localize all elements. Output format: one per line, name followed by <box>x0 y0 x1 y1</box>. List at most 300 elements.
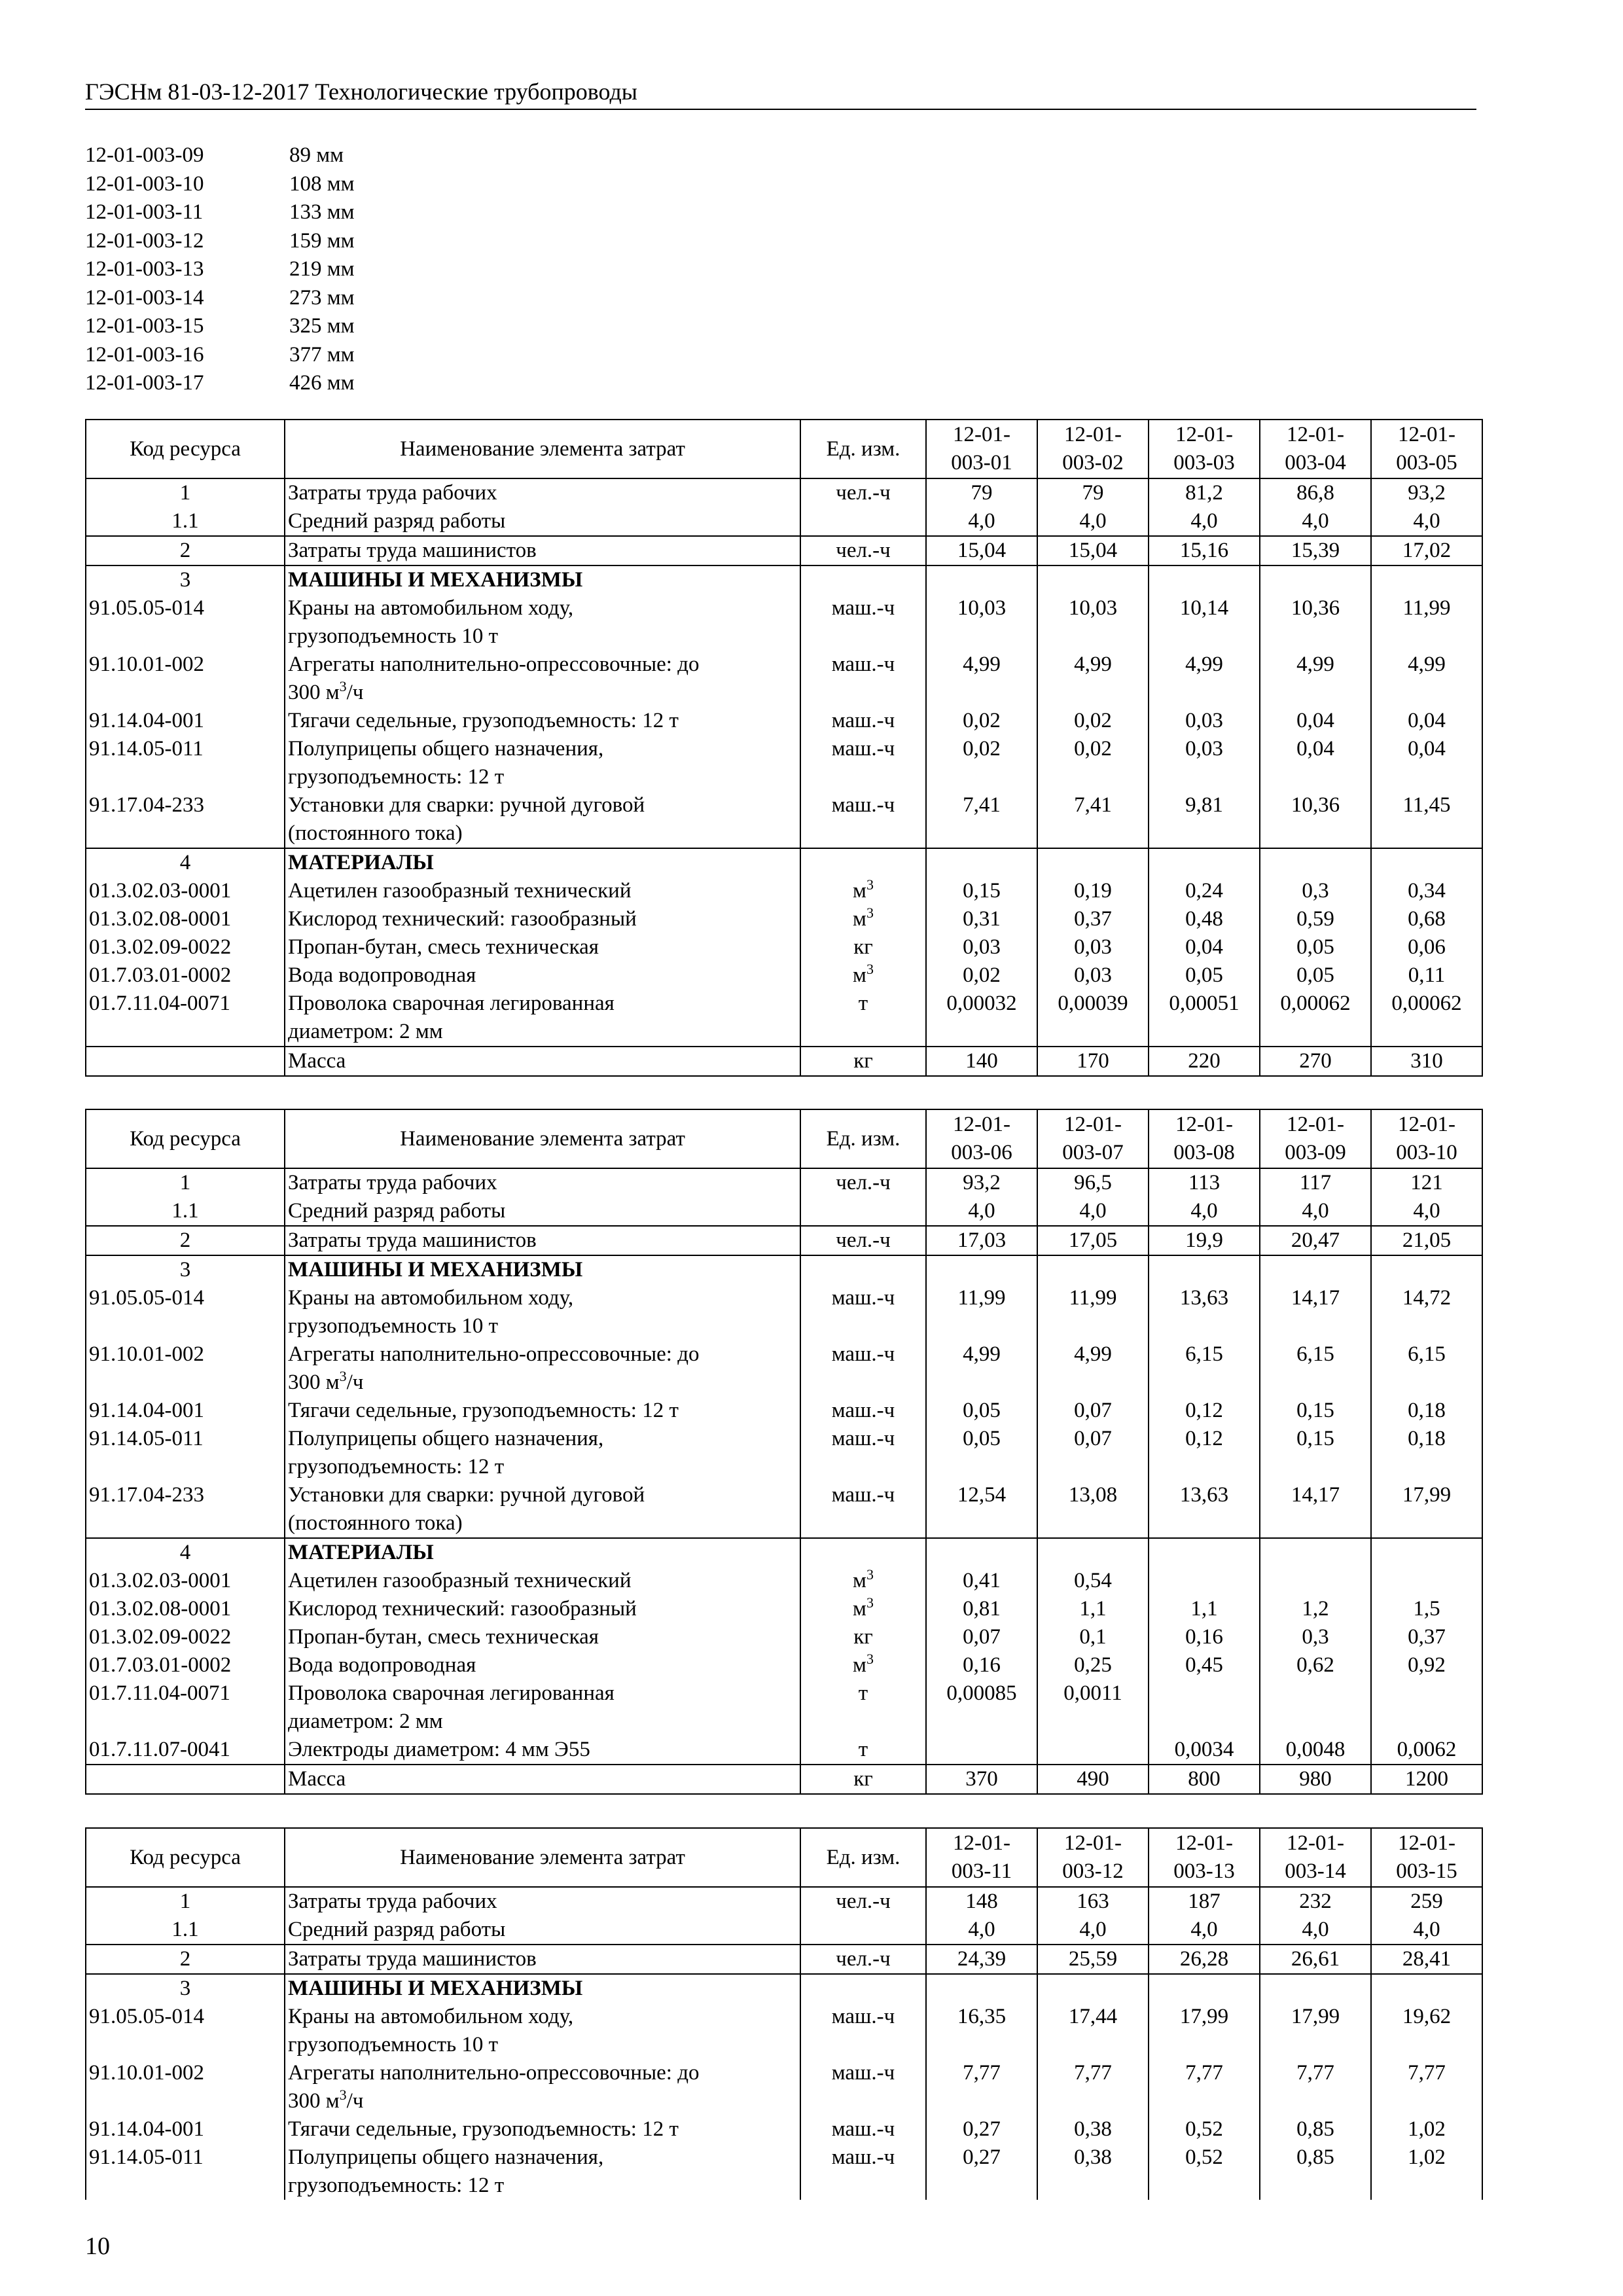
header-norm-code: 12-01- 003-05 <box>1371 420 1482 478</box>
header-norm-code: 12-01- 003-08 <box>1149 1109 1260 1168</box>
cell-value: 310 <box>1371 1047 1482 1076</box>
cell-value <box>926 565 1037 594</box>
cell-value: 0,04 <box>1371 707 1482 735</box>
cell-value <box>1260 1255 1371 1284</box>
cell-value: 220 <box>1149 1047 1260 1076</box>
code-list-row <box>85 255 355 284</box>
cell-value: 4,99 <box>926 651 1037 707</box>
header-name: Наименование элемента затрат <box>285 1828 800 1887</box>
cell-name: Затраты труда рабочих <box>285 1887 800 1916</box>
table-row <box>86 933 1482 961</box>
cell-value: 0,04 <box>1260 707 1371 735</box>
cell-unit: чел.-ч <box>800 1945 926 1974</box>
cell-value: 0,37 <box>1037 905 1149 933</box>
cell-name: Проволока сварочная легированная диаметром: 2 мм <box>285 990 800 1047</box>
cell-value: 187 <box>1149 1887 1260 1916</box>
cell-value: 17,99 <box>1149 2003 1260 2059</box>
cell-value: 4,99 <box>1149 651 1260 707</box>
cell-value: 21,05 <box>1371 1226 1482 1255</box>
cell-name: МАТЕРИАЛЫ <box>285 848 800 877</box>
code-list-code: 12-01-003-12 <box>85 228 204 253</box>
table-row <box>86 1567 1482 1595</box>
cell-code: 01.3.02.09-0022 <box>86 933 285 961</box>
cell-code: 1 <box>86 1887 285 1916</box>
table-row <box>86 1974 1482 2003</box>
cell-value: 800 <box>1149 1765 1260 1794</box>
cell-value: 0,68 <box>1371 905 1482 933</box>
code-list-size: 273 мм <box>289 285 355 310</box>
cell-value <box>1037 1255 1149 1284</box>
code-list-row <box>85 284 355 313</box>
cell-unit <box>800 507 926 536</box>
cell-value: 121 <box>1371 1168 1482 1197</box>
cell-code: 91.17.04-233 <box>86 1481 285 1538</box>
table-row <box>86 507 1482 536</box>
cell-unit: т <box>800 1736 926 1765</box>
cell-value <box>926 1974 1037 2003</box>
cell-value: 25,59 <box>1037 1945 1149 1974</box>
table-row <box>86 1945 1482 1974</box>
cell-name: Агрегаты наполнительно-опрессовочные: до 300 $м^3/ч$ <box>285 2059 800 2115</box>
cell-code: 4 <box>86 848 285 877</box>
cell-value: 17,44 <box>1037 2003 1149 2059</box>
cell-value: 13,08 <box>1037 1481 1149 1538</box>
cell-unit: $м^3$ <box>800 877 926 905</box>
cell-unit: кг <box>800 1047 926 1076</box>
code-list-code: 12-01-003-11 <box>85 200 204 224</box>
cell-code: 91.10.01-002 <box>86 1340 285 1397</box>
cell-unit: т <box>800 990 926 1047</box>
cell-value: 0,59 <box>1260 905 1371 933</box>
cell-value: 4,99 <box>1037 1340 1149 1397</box>
table-row <box>86 877 1482 905</box>
cell-value: 0,12 <box>1149 1397 1260 1425</box>
cell-value: 0,05 <box>926 1397 1037 1425</box>
cell-code: 3 <box>86 1974 285 2003</box>
cell-code: 2 <box>86 1226 285 1255</box>
cell-code: 01.7.11.07-0041 <box>86 1736 285 1765</box>
cell-value: 17,99 <box>1260 2003 1371 2059</box>
cell-name: Установки для сварки: ручной дуговой (постоянного тока) <box>285 791 800 848</box>
cell-value: 0,45 <box>1149 1651 1260 1679</box>
page-header <box>85 77 1476 110</box>
cell-name: Средний разряд работы <box>285 1916 800 1945</box>
cell-value <box>1260 1974 1371 2003</box>
cell-value: 980 <box>1260 1765 1371 1794</box>
cell-value: 7,77 <box>926 2059 1037 2115</box>
cell-name: Тягачи седельные, грузоподъемность: 12 т <box>285 707 800 735</box>
cell-value: 4,0 <box>1037 507 1149 536</box>
cell-code: 91.14.05-011 <box>86 735 285 791</box>
cell-name: Краны на автомобильном ходу, грузоподъемность 10 т <box>285 1284 800 1340</box>
table-row <box>86 1651 1482 1679</box>
cell-code: 01.3.02.03-0001 <box>86 877 285 905</box>
table-row <box>86 1679 1482 1736</box>
cell-value: 0,18 <box>1371 1425 1482 1481</box>
cell-unit <box>800 1916 926 1945</box>
table-row <box>86 1340 1482 1397</box>
cell-value: 0,12 <box>1149 1425 1260 1481</box>
cell-unit: маш.-ч <box>800 1397 926 1425</box>
cell-value: 0,05 <box>1149 961 1260 990</box>
code-list-row <box>85 227 355 256</box>
cell-unit: маш.-ч <box>800 1481 926 1538</box>
cell-value: 1,02 <box>1371 2144 1482 2200</box>
cell-code: 1 <box>86 1168 285 1197</box>
cell-value: 86,8 <box>1260 478 1371 507</box>
cell-unit: маш.-ч <box>800 2003 926 2059</box>
cell-unit: чел.-ч <box>800 1226 926 1255</box>
cell-value: 10,03 <box>1037 594 1149 651</box>
cell-value: 96,5 <box>1037 1168 1149 1197</box>
table-row <box>86 905 1482 933</box>
table-row <box>86 651 1482 707</box>
cell-value: 4,0 <box>1260 507 1371 536</box>
cell-value: 11,99 <box>1037 1284 1149 1340</box>
cell-value <box>1149 1974 1260 2003</box>
cell-code: 91.10.01-002 <box>86 651 285 707</box>
cell-unit <box>800 1255 926 1284</box>
cell-value: 0,34 <box>1371 877 1482 905</box>
cell-value: 79 <box>1037 478 1149 507</box>
cell-value: 232 <box>1260 1887 1371 1916</box>
cell-code: 91.14.04-001 <box>86 707 285 735</box>
cell-name: Полуприцепы общего назначения, грузоподъемность: 12 т <box>285 1425 800 1481</box>
cell-value: 4,99 <box>1037 651 1149 707</box>
cell-value: 24,39 <box>926 1945 1037 1974</box>
cell-name: Кислород технический: газообразный <box>285 905 800 933</box>
cell-value: 4,0 <box>1037 1916 1149 1945</box>
cell-unit: чел.-ч <box>800 1887 926 1916</box>
cell-value: 11,99 <box>1371 594 1482 651</box>
cell-unit: $м^3$ <box>800 905 926 933</box>
cell-code: 91.14.05-011 <box>86 1425 285 1481</box>
cell-value: 7,41 <box>926 791 1037 848</box>
code-list-code: 12-01-003-13 <box>85 257 204 281</box>
norm-table-3 <box>85 1827 1483 2200</box>
header-norm-code: 12-01- 003-07 <box>1037 1109 1149 1168</box>
cell-value: 0,00085 <box>926 1679 1037 1736</box>
header-norm-code: 12-01- 003-06 <box>926 1109 1037 1168</box>
cell-value <box>1037 1736 1149 1765</box>
cell-unit: маш.-ч <box>800 2115 926 2144</box>
header-name: Наименование элемента затрат <box>285 420 800 478</box>
cell-value <box>926 1538 1037 1567</box>
cell-value <box>1149 1255 1260 1284</box>
cell-value: 113 <box>1149 1168 1260 1197</box>
table-row <box>86 1047 1482 1076</box>
cell-value: 79 <box>926 478 1037 507</box>
cell-value: 7,77 <box>1037 2059 1149 2115</box>
table-row <box>86 990 1482 1047</box>
cell-value <box>1149 1679 1260 1736</box>
cell-value: 0,02 <box>1037 707 1149 735</box>
cell-value: 4,0 <box>1260 1197 1371 1226</box>
cell-value: 0,27 <box>926 2144 1037 2200</box>
cell-code: 3 <box>86 565 285 594</box>
code-list-code: 12-01-003-10 <box>85 171 204 196</box>
cell-value: 148 <box>926 1887 1037 1916</box>
cell-value: 17,03 <box>926 1226 1037 1255</box>
cell-value: 16,35 <box>926 2003 1037 2059</box>
cell-name: Затраты труда рабочих <box>285 478 800 507</box>
cell-value <box>1037 848 1149 877</box>
cell-value: 0,02 <box>926 707 1037 735</box>
cell-value: 0,52 <box>1149 2115 1260 2144</box>
cell-name: Средний разряд работы <box>285 1197 800 1226</box>
cell-code: 2 <box>86 1945 285 1974</box>
cell-unit: маш.-ч <box>800 2059 926 2115</box>
cell-value: 0,15 <box>1260 1425 1371 1481</box>
cell-code: 91.10.01-002 <box>86 2059 285 2115</box>
header-norm-code: 12-01- 003-13 <box>1149 1828 1260 1887</box>
cell-value: 4,0 <box>926 507 1037 536</box>
cell-value: 14,72 <box>1371 1284 1482 1340</box>
header-norm-code: 12-01- 003-01 <box>926 420 1037 478</box>
code-list-row <box>85 170 355 199</box>
cell-value: 0,48 <box>1149 905 1260 933</box>
cell-value: 270 <box>1260 1047 1371 1076</box>
cell-code: 01.7.11.04-0071 <box>86 990 285 1047</box>
cell-unit <box>800 1538 926 1567</box>
cell-code: 91.05.05-014 <box>86 2003 285 2059</box>
header-unit: Ед. изм. <box>800 420 926 478</box>
cell-value: 0,62 <box>1260 1651 1371 1679</box>
cell-value: 11,45 <box>1371 791 1482 848</box>
cell-name: Краны на автомобильном ходу, грузоподъемность 10 т <box>285 2003 800 2059</box>
cell-code: 3 <box>86 1255 285 1284</box>
cell-value <box>1037 565 1149 594</box>
table-row <box>86 2059 1482 2115</box>
cell-code: 1.1 <box>86 1197 285 1226</box>
table-row <box>86 1887 1482 1916</box>
cell-value: 0,0062 <box>1371 1736 1482 1765</box>
table-row <box>86 1916 1482 1945</box>
cell-value <box>1149 1567 1260 1595</box>
cell-code: 91.05.05-014 <box>86 1284 285 1340</box>
table-row <box>86 1595 1482 1623</box>
cell-value: 4,0 <box>926 1916 1037 1945</box>
cell-value: 0,37 <box>1371 1623 1482 1651</box>
cell-value: 170 <box>1037 1047 1149 1076</box>
cell-value: 20,47 <box>1260 1226 1371 1255</box>
cell-value: 10,14 <box>1149 594 1260 651</box>
cell-value <box>1371 1974 1482 2003</box>
cell-value: 10,36 <box>1260 791 1371 848</box>
cell-value: 0,04 <box>1260 735 1371 791</box>
header-norm-code: 12-01- 003-10 <box>1371 1109 1482 1168</box>
table-header-row <box>86 420 1482 478</box>
cell-value <box>1260 565 1371 594</box>
cell-name: Установки для сварки: ручной дуговой (постоянного тока) <box>285 1481 800 1538</box>
cell-value: 13,63 <box>1149 1284 1260 1340</box>
cell-value: 6,15 <box>1371 1340 1482 1397</box>
table-header-row <box>86 1109 1482 1168</box>
cell-value <box>1037 1974 1149 2003</box>
cell-value <box>1260 1679 1371 1736</box>
table-row <box>86 478 1482 507</box>
cell-name: Затраты труда машинистов <box>285 536 800 565</box>
cell-name: Ацетилен газообразный технический <box>285 1567 800 1595</box>
cell-value: 15,16 <box>1149 536 1260 565</box>
cell-code: 1.1 <box>86 1916 285 1945</box>
cell-name: Масса <box>285 1047 800 1076</box>
cell-value: 1,2 <box>1260 1595 1371 1623</box>
cell-value: 0,85 <box>1260 2115 1371 2144</box>
cell-unit: $м^3$ <box>800 1595 926 1623</box>
cell-name: Затраты труда машинистов <box>285 1945 800 1974</box>
cell-value: 0,07 <box>1037 1397 1149 1425</box>
code-list-code: 12-01-003-14 <box>85 285 204 310</box>
cell-value: 0,03 <box>926 933 1037 961</box>
cell-value <box>1371 565 1482 594</box>
cell-value: 0,16 <box>1149 1623 1260 1651</box>
table-row <box>86 2115 1482 2144</box>
cell-value: 6,15 <box>1149 1340 1260 1397</box>
cell-name: Проволока сварочная легированная диаметром: 2 мм <box>285 1679 800 1736</box>
code-list-size: 377 мм <box>289 342 355 367</box>
cell-code: 2 <box>86 536 285 565</box>
cell-value: 15,04 <box>1037 536 1149 565</box>
cell-value: 4,0 <box>1371 1197 1482 1226</box>
cell-value: 4,0 <box>1149 1197 1260 1226</box>
cell-value: 0,54 <box>1037 1567 1149 1595</box>
cell-value: 1,02 <box>1371 2115 1482 2144</box>
cell-value: 12,54 <box>926 1481 1037 1538</box>
table-row <box>86 1397 1482 1425</box>
cell-name: Тягачи седельные, грузоподъемность: 12 т <box>285 2115 800 2144</box>
cell-value: 0,04 <box>1371 735 1482 791</box>
cell-code: 01.3.02.03-0001 <box>86 1567 285 1595</box>
cell-unit: маш.-ч <box>800 594 926 651</box>
cell-unit: кг <box>800 1623 926 1651</box>
table-header-row <box>86 1828 1482 1887</box>
cell-value: 4,0 <box>1037 1197 1149 1226</box>
code-list-size: 89 мм <box>289 143 344 167</box>
table-row <box>86 735 1482 791</box>
cell-unit: $м^3$ <box>800 1651 926 1679</box>
cell-unit <box>800 848 926 877</box>
cell-name: МАШИНЫ И МЕХАНИЗМЫ <box>285 565 800 594</box>
code-list-row <box>85 341 355 370</box>
cell-code: 91.17.04-233 <box>86 791 285 848</box>
cell-value <box>1149 848 1260 877</box>
cell-value: 4,0 <box>1260 1916 1371 1945</box>
header-norm-code: 12-01- 003-14 <box>1260 1828 1371 1887</box>
table-row <box>86 1623 1482 1651</box>
cell-value: 10,03 <box>926 594 1037 651</box>
norm-table-2 <box>85 1109 1483 1795</box>
cell-value: 0,00039 <box>1037 990 1149 1047</box>
cell-value: 0,18 <box>1371 1397 1482 1425</box>
cell-unit: маш.-ч <box>800 651 926 707</box>
cell-name: Вода водопроводная <box>285 1651 800 1679</box>
cell-value: 0,38 <box>1037 2115 1149 2144</box>
cell-value: 0,38 <box>1037 2144 1149 2200</box>
cell-unit: кг <box>800 933 926 961</box>
cell-value: 4,99 <box>1260 651 1371 707</box>
code-list <box>85 141 355 398</box>
document-title: ГЭСНм 81-03-12-2017 Технологические трубопроводы <box>85 79 637 105</box>
cell-name: Кислород технический: газообразный <box>285 1595 800 1623</box>
header-norm-code: 12-01- 003-12 <box>1037 1828 1149 1887</box>
header-code: Код ресурса <box>86 420 285 478</box>
cell-value <box>1260 1538 1371 1567</box>
header-name: Наименование элемента затрат <box>285 1109 800 1168</box>
header-code: Код ресурса <box>86 1828 285 1887</box>
table-row <box>86 961 1482 990</box>
cell-unit: маш.-ч <box>800 2144 926 2200</box>
table-row <box>86 1226 1482 1255</box>
table-row <box>86 1765 1482 1794</box>
cell-value: 15,39 <box>1260 536 1371 565</box>
code-list-size: 426 мм <box>289 371 355 395</box>
table-row <box>86 1481 1482 1538</box>
cell-name: Агрегаты наполнительно-опрессовочные: до 300 $м^3/ч$ <box>285 651 800 707</box>
cell-value: 0,02 <box>1037 735 1149 791</box>
cell-value: 7,77 <box>1260 2059 1371 2115</box>
table-row <box>86 2144 1482 2200</box>
norm-table-1 <box>85 419 1483 1077</box>
cell-name: Краны на автомобильном ходу, грузоподъемность 10 т <box>285 594 800 651</box>
cell-code: 91.14.04-001 <box>86 2115 285 2144</box>
cell-value: 0,05 <box>1260 961 1371 990</box>
table-row <box>86 2003 1482 2059</box>
cell-name: МАШИНЫ И МЕХАНИЗМЫ <box>285 1255 800 1284</box>
cell-name: Средний разряд работы <box>285 507 800 536</box>
header-norm-code: 12-01- 003-02 <box>1037 420 1149 478</box>
cell-unit: $м^3$ <box>800 1567 926 1595</box>
table-row <box>86 1425 1482 1481</box>
table-row <box>86 1284 1482 1340</box>
header-unit: Ед. изм. <box>800 1828 926 1887</box>
cell-value <box>926 1255 1037 1284</box>
header-unit: Ед. изм. <box>800 1109 926 1168</box>
cell-value: 11,99 <box>926 1284 1037 1340</box>
table-row <box>86 594 1482 651</box>
header-code: Код ресурса <box>86 1109 285 1168</box>
header-norm-code: 12-01- 003-11 <box>926 1828 1037 1887</box>
cell-value: 28,41 <box>1371 1945 1482 1974</box>
cell-value: 0,06 <box>1371 933 1482 961</box>
cell-name: Полуприцепы общего назначения, грузоподъемность: 12 т <box>285 2144 800 2200</box>
cell-value: 0,02 <box>926 961 1037 990</box>
cell-value: 0,0034 <box>1149 1736 1260 1765</box>
cell-value: 0,03 <box>1037 961 1149 990</box>
cell-unit: $м^3$ <box>800 961 926 990</box>
cell-value <box>1149 1538 1260 1567</box>
cell-unit: маш.-ч <box>800 1284 926 1340</box>
code-list-row <box>85 369 355 398</box>
header-norm-code: 12-01- 003-04 <box>1260 420 1371 478</box>
cell-value: 370 <box>926 1765 1037 1794</box>
cell-value: 4,0 <box>1371 507 1482 536</box>
cell-unit: маш.-ч <box>800 791 926 848</box>
cell-value: 4,0 <box>1149 1916 1260 1945</box>
table-row <box>86 707 1482 735</box>
cell-name: МАТЕРИАЛЫ <box>285 1538 800 1567</box>
code-list-size: 108 мм <box>289 171 355 196</box>
cell-value: 26,61 <box>1260 1945 1371 1974</box>
cell-value: 0,00032 <box>926 990 1037 1047</box>
cell-unit: маш.-ч <box>800 707 926 735</box>
cell-value: 0,31 <box>926 905 1037 933</box>
header-norm-code: 12-01- 003-09 <box>1260 1109 1371 1168</box>
cell-code: 01.3.02.09-0022 <box>86 1623 285 1651</box>
cell-value: 0,05 <box>1260 933 1371 961</box>
cell-value: 259 <box>1371 1887 1482 1916</box>
code-list-code: 12-01-003-09 <box>85 143 204 167</box>
